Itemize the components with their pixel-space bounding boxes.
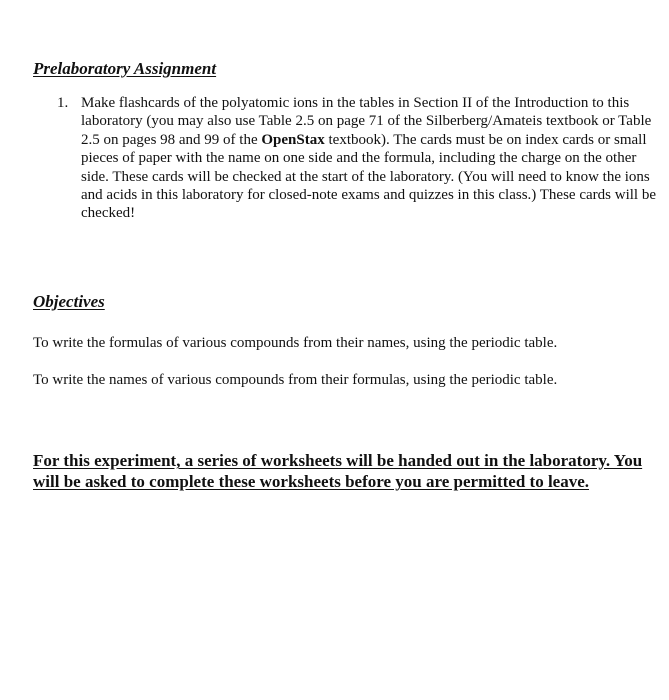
list-item-text-bold: OpenStax bbox=[261, 131, 325, 148]
list-item-text-part2: textbook). The cards must be on index cards or small pieces of paper with the name on one side and the formula, including the charge on the other side. These cards will be checked at the start of the laboratory. (You will need to know the ions and acids in this laboratory for closed-note exams and quizzes in this class.) These cards will be checked! bbox=[81, 131, 656, 222]
objective-text: To write the formulas of various compounds from their names, using the periodic table. bbox=[33, 335, 558, 351]
list-item-text-part1: Make flashcards of the polyatomic ions in the tables in Section II of the Introduction to this laboratory (you may also use Table 2.5 on page 71 of the Silberberg/Amateis textbook or Table 2.5 on pages 98 and 99 of the bbox=[81, 95, 652, 148]
list-item bbox=[33, 94, 663, 223]
objective-text: To write the names of various compounds from their formulas, using the periodic table. bbox=[33, 372, 558, 388]
list-item-number: 1. bbox=[57, 95, 69, 111]
prelab-heading: Prelaboratory Assignment bbox=[33, 59, 217, 78]
prelab-list bbox=[33, 94, 663, 223]
objectives-heading: Objectives bbox=[33, 292, 105, 311]
worksheet-notice: For this experiment, a series of worksheets will be handed out in the laboratory. You will be asked to complete these worksheets before you are permitted to leave. bbox=[33, 451, 643, 491]
